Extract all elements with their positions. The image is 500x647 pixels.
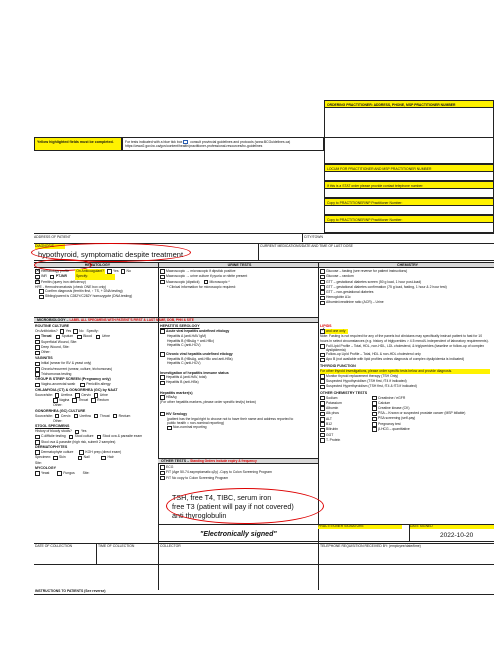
lipids-checkbox-1[interactable] [320, 344, 325, 349]
oc-left-6: Bilirubin [320, 427, 372, 432]
thyroid-note: For other thyroid investigations, please order specific tests below and provide diagnosis. [320, 369, 490, 373]
hbsag-checkbox[interactable] [160, 395, 165, 400]
ct-row-1: Source/site: Urethra Cervix Urine [35, 392, 108, 397]
stool-ova-high-checkbox[interactable] [35, 440, 40, 445]
thyroid-row-2: Suspected Hypothyroidism (TSH first, fT4 if indicated) [320, 379, 492, 384]
hfe-confirm-checkbox[interactable] [39, 289, 44, 294]
time-collection-label: TIME OF COLLECTION [98, 544, 135, 548]
oc-right-1: Calcium [372, 401, 490, 406]
oc-left-checkbox-0[interactable] [320, 396, 325, 401]
oc-right-2: Creatine kinase (CK) [372, 406, 490, 411]
blue-tick-icon [183, 140, 188, 145]
chemistry-header: CHEMISTRY [318, 262, 494, 268]
locum-field[interactable] [324, 164, 494, 172]
fit-row-2: FIT No copy to Colon Screening Program [160, 476, 316, 481]
markers-title: Hepatitis marker(s) [160, 390, 193, 395]
yeast-checkbox[interactable] [35, 471, 40, 476]
pt-inr-checkbox[interactable] [50, 275, 55, 280]
oc-right-checkbox-1[interactable] [372, 401, 377, 406]
hiv-row: HIV Serology [160, 412, 316, 417]
oc-left-checkbox-7[interactable] [320, 433, 325, 438]
antibiotics-yes-checkbox[interactable] [60, 329, 65, 334]
locum-label: LOCUM FOR PRACTITIONER AND MSP PRACTITIONER NUMBER [327, 166, 432, 171]
urine-header: URINE TESTS [158, 262, 318, 268]
gc-rectum-checkbox[interactable] [113, 414, 118, 419]
hepatitis-column [160, 324, 316, 431]
copy-value-2[interactable] [324, 223, 494, 233]
lipids-row-3: Apo B (not available with lipid profiles unless diagnosis of complex dyslipidemia is indicated) [320, 357, 492, 362]
ferritin-row: ✕ Ferritin (query iron deficiency) [35, 280, 157, 285]
microbiology-header: MICROBIOLOGY – LABEL ALL SPECIMENS WITH PATIENT'S FIRST & LAST NAME, DOB, PHN & SITE [34, 317, 318, 323]
oc-right-checkbox-6[interactable] [372, 427, 377, 432]
oc-right-checkbox-5[interactable] [372, 422, 377, 427]
other-chem-grid [320, 396, 492, 444]
chronic-checkbox[interactable] [160, 352, 165, 357]
oc-left-4: ALT [320, 417, 372, 422]
tests-note-line: For tests indicated with a blue tick box consult provincial guidelines and protocols (www.BCGuidelines.ca) [125, 139, 291, 144]
chem-row-6: Hemoglobin A1c [320, 295, 492, 300]
markers-row: HBsAg [160, 395, 316, 400]
hiv-nonnominal-row: Non-nominal reporting [160, 425, 316, 430]
copy-value-1[interactable] [324, 206, 494, 215]
anticoag-no-checkbox[interactable] [121, 269, 126, 274]
gc-cervix-checkbox[interactable] [55, 414, 60, 419]
oc-left-1: Potassium [320, 401, 372, 406]
gbs-swab-checkbox[interactable] [35, 383, 40, 388]
locum-value[interactable] [324, 172, 494, 181]
vag-row-3: Trichomonas testing [35, 372, 157, 377]
chem-row-3: GTT – gestational diabetes screen (50 g load, 1 hour post-load) [320, 280, 492, 285]
signature-value[interactable]: "Electronically signed" [200, 531, 277, 538]
stool-culture-checkbox[interactable] [69, 435, 74, 440]
superficial-checkbox[interactable] [35, 340, 40, 345]
copy-field-2[interactable] [324, 215, 494, 223]
oc-left-checkbox-4[interactable] [320, 417, 325, 422]
inr-row: INR PT-INR Specify: [35, 274, 157, 279]
signature-label: PRACTITIONER SIGNATURE [318, 524, 364, 528]
diagnosis-divider [258, 243, 259, 261]
other-tests-header: OTHER TESTS – Standing Orders include expiry & frequency [158, 458, 318, 464]
hepatitis-title: HEPATITIS SEROLOGY [160, 324, 200, 328]
hematology-section [35, 269, 157, 300]
markers-note: (For other hepatitis markers, please order specific test(s) below) [160, 400, 256, 405]
gonorrhea-title: GONORRHEA (GC) CULTURE [35, 408, 86, 413]
stool-title: STOOL SPECIMENS [35, 424, 70, 429]
immune-row-1: Hepatitis A (anti-HAV, total) [160, 375, 316, 380]
urine-row-1: Macroscopic → microscopic if dipstick positive [160, 269, 316, 274]
chemistry-section [320, 269, 492, 306]
derm-culture-checkbox[interactable] [35, 450, 40, 455]
myco-row: Yeast Fungus Site: [35, 471, 157, 476]
oc-left-checkbox-6[interactable] [320, 428, 325, 433]
acute-row: Acute viral hepatitis undefined etiology [160, 329, 316, 334]
bloody-yes-checkbox[interactable] [75, 430, 80, 435]
ferritin-checkbox[interactable] [35, 280, 40, 285]
chem-row-7: Albumin/creatinine ratio (ACR) – Urine [320, 300, 492, 305]
ordering-practitioner-field[interactable] [324, 100, 494, 108]
ct-rectum-checkbox[interactable] [91, 398, 96, 403]
fit-checkbox-2[interactable] [160, 476, 165, 481]
chem-checkbox-5[interactable] [320, 290, 325, 295]
lipids-row-2: Follow-up Lipid Profile – Total, HDL & non-HDL cholesterol only [320, 352, 492, 357]
antibiotics-no-checkbox[interactable] [73, 329, 78, 334]
thyroid-row-3: Suspected Hyperthyroidism (TSH first, fT4 & fT3 if indicated) [320, 384, 492, 389]
ct-row-2: Vagina Throat Rectum [35, 398, 157, 403]
locum-area[interactable] [324, 138, 494, 164]
ct-urethra-checkbox[interactable] [55, 393, 60, 398]
derm-title: DERMATOPHYTES [35, 445, 68, 450]
specify-label: Specify: [75, 274, 115, 279]
thyroid-checkbox-3[interactable] [320, 385, 325, 390]
yellow-note-text: Yellow highlighted fields must be completed. [37, 139, 114, 144]
diagnosis-value[interactable]: hypothyroid, symptomatic despite treatment [38, 250, 184, 259]
koh-checkbox[interactable] [79, 450, 84, 455]
gc-urethra-checkbox[interactable] [74, 414, 79, 419]
thyroid-title: THYROID FUNCTION [320, 364, 356, 369]
gc-row-2: Other: [53, 418, 63, 423]
blood-checkbox[interactable] [77, 335, 82, 340]
hiv-checkbox[interactable] [160, 412, 165, 417]
hfe-row: HFE - Hemochromatosis (check ONE box only) [35, 284, 107, 289]
instructions-label: INSTRUCTIONS TO PATIENTS (See reverse) [35, 589, 106, 593]
oc-right-checkbox-3[interactable] [372, 412, 377, 417]
lipids-one-checkbox[interactable] [320, 329, 325, 334]
gbs-title: GROUP B STREP SCREEN (Pregnancy only) [35, 377, 111, 382]
other-chem-title: OTHER CHEMISTRY TESTS [320, 390, 368, 395]
stat-field[interactable] [324, 181, 494, 189]
collector-label: COLLECTOR [160, 544, 181, 548]
immune-row-2: Hepatitis B (anti-HBs) [160, 380, 316, 385]
diagnosis-label: DIAGNOSIS [35, 244, 54, 248]
urine-checkbox-2[interactable] [160, 275, 165, 280]
chem-checkbox-1[interactable] [320, 269, 325, 274]
hematology-profile-checkbox[interactable] [35, 269, 40, 274]
hfe-confirm-row: Confirm diagnosis (ferritin first, ↑ TS, + DNA testing) [35, 289, 157, 294]
routine-title: ROUTINE CULTURE [35, 324, 70, 328]
other-chem-left [320, 396, 372, 444]
urine-culture-checkbox[interactable] [96, 335, 101, 340]
chem-checkbox-2[interactable] [320, 275, 325, 280]
address-divider [302, 233, 303, 242]
handwritten-circle [166, 488, 324, 524]
anticoag-label: On Anticoagulant? [76, 269, 104, 273]
gc-row-1: Source/site: Cervix Urethra Throat Rectum [35, 413, 131, 418]
stool-ova-checkbox[interactable] [97, 435, 102, 440]
lipids-note: Note: Fasting is not required for any of the panels but clinicians may specifically instruct patient to fast for 10 hours in select circumstances (e.g. history of triglycerides > 4.5 mmol/L independent of laboratory requirements). [320, 334, 489, 343]
instructions-line [34, 594, 494, 595]
chem-row-1: Glucose – fasting (see reverse for patient instructions) [320, 269, 492, 274]
date-signed-label: DATE SIGNED [410, 524, 433, 528]
chem-checkbox-6[interactable] [320, 296, 325, 301]
sputum-checkbox[interactable] [56, 335, 61, 340]
acute-item-1: Hepatitis A (anti-HAV IgM) [167, 334, 207, 339]
hiv-note: (patient has the legal right to choose not to have their name and address reported to public health = non-nominal reporting) [167, 416, 294, 426]
oc-right-checkbox-0[interactable] [372, 396, 377, 401]
city-label: CITY/TOWN [304, 235, 323, 239]
address-row [34, 233, 494, 242]
oc-left-checkbox-2[interactable] [320, 406, 325, 411]
chlamydia-title: CHLAMYDIA (CT) & GONORRHEA (GC) by NAAT [35, 387, 118, 392]
oc-left-7: GGT [320, 433, 372, 438]
immune-checkbox-1[interactable] [160, 375, 165, 380]
meds-label: CURRENT MEDICATIONS/DATE AND TIME OF LAST DOSE [260, 244, 353, 248]
urine-checkbox-4[interactable] [204, 280, 209, 285]
copy-field-1[interactable] [324, 198, 494, 206]
lipids-row-1: Full Lipid Profile – Total, HDL, non-HDL, LDL cholesterol, & triglycerides (baseline or follow-up of complex dyslipidemia) [320, 344, 492, 352]
vaginitis-title: VAGINITIS [35, 356, 53, 361]
tests-note-url: https://www2.gov.bc.ca/gov/content/health/practitioner-professional-resources/bc-guidelines [125, 144, 263, 148]
other-tests-section [160, 465, 316, 481]
collection-divider-2 [158, 543, 159, 565]
copy-label-1: Copy to PRACTITIONER/NP Practitioner Number: [327, 200, 403, 205]
oc-left-checkbox-8[interactable] [320, 438, 325, 443]
deep-row: Deep Wound, Site: [35, 345, 157, 350]
superficial-row: Superficial Wound, Site: [35, 340, 157, 345]
oc-right-4: PSA screening (self-pay) [372, 416, 490, 421]
oc-left-0: Sodium [320, 396, 372, 401]
ecg-row: ECG [160, 465, 316, 470]
chem-row-4: GTT – gestational diabetes confirmation (75 g load, fasting, 1 hour & 2 hour test) [320, 285, 492, 290]
gbs-penicillin-checkbox[interactable] [80, 383, 85, 388]
signature-divider [409, 524, 410, 542]
oc-right-6: β-HCG – quantitative [372, 427, 490, 432]
throat-checkbox[interactable] [35, 335, 40, 340]
vag-row-2: Chronic/recurrent (smear, culture, trichomonas) [35, 367, 157, 372]
lipids-checkbox-3[interactable] [320, 358, 325, 363]
chem-checkbox-4[interactable] [320, 285, 325, 290]
copy-label-2: Copy to PRACTITIONER/NP Practitioner Number: [327, 217, 403, 222]
hematology-profile-row: ✕ Hematology profile On Anticoagulant? Yes No [35, 269, 157, 274]
oc-right-checkbox-2[interactable] [372, 406, 377, 411]
vag-checkbox-1[interactable] [35, 362, 40, 367]
tel-req-label: TELEPHONE REQUISITION RECEIVED BY: (employee/date/time) [320, 544, 421, 548]
myco-title: MYCOLOGY [35, 465, 56, 470]
handwritten-line-2: free T3 (patient will pay if not covered) [172, 502, 294, 511]
urine-note: * Clinical information for microscopic required: [167, 284, 236, 289]
derm-row-3: Site: [35, 460, 42, 465]
chem-row-5: GTT – non-gestational diabetes [320, 290, 492, 295]
oc-right-checkbox-4[interactable] [372, 417, 377, 422]
handwritten-line-3: anti thyroglobulin [172, 511, 227, 520]
thyroid-row-1: Monitor thyroid replacement therapy (TSH Only) [320, 374, 492, 379]
ct-urine-checkbox[interactable] [94, 393, 99, 398]
nail-checkbox[interactable] [78, 456, 83, 461]
skin-checkbox[interactable] [53, 456, 58, 461]
fit-checkbox-1[interactable] [160, 471, 165, 476]
chem-checkbox-7[interactable] [320, 301, 325, 306]
lipids-one-row: ✓ and one only [320, 329, 348, 334]
acute-item-3: Hepatitis C (anti-HCV) [167, 342, 201, 347]
oc-left-checkbox-1[interactable] [320, 401, 325, 406]
chronic-row: Chronic viral hepatitis undefined etiology [160, 352, 316, 357]
immune-checkbox-2[interactable] [160, 381, 165, 386]
oc-right-0: Creatinine / eGFR [372, 396, 490, 401]
ct-vagina-checkbox[interactable] [53, 398, 58, 403]
ordering-practitioner-area[interactable] [324, 108, 494, 138]
cdiff-checkbox[interactable] [35, 435, 40, 440]
urine-row-2: Macroscopic → urine culture if pyuria or nitrite present [160, 274, 316, 279]
stat-value[interactable] [324, 189, 494, 198]
stool-row-1: History of bloody stools? Yes [35, 429, 87, 434]
chronic-item-1: Hepatitis B (HBsAg, anti-HBc and anti-HBs) [167, 357, 233, 362]
immune-title: Investigation of hepatitis immune status [160, 370, 229, 375]
date-signed-value[interactable]: 2022-10-20 [440, 532, 474, 539]
gbs-row: Vagino-anorectal swab Penicillin allergy [35, 382, 157, 387]
derm-row-2: Specimen: Skin Nail Hair [35, 455, 114, 460]
thyroid-checkbox-1[interactable] [320, 374, 325, 379]
derm-row-1: Dermatophyte culture KOH prep (direct exam) [35, 450, 157, 455]
handwritten-line-1: TSH, free T4, TIBC, serum iron [172, 493, 272, 502]
chronic-item-2: Hepatitis C (anti-HCV) [167, 361, 201, 366]
chem-checkbox-3[interactable] [320, 280, 325, 285]
collection-divider-1 [96, 543, 97, 565]
ecg-checkbox[interactable] [160, 465, 165, 470]
chem-row-2: Glucose – random [320, 274, 492, 279]
urine-row-3: Macroscopic (dipstick) Microscopic * [160, 280, 316, 285]
tests-note [122, 137, 324, 151]
nonnominal-checkbox[interactable] [167, 426, 172, 431]
acute-checkbox[interactable] [160, 329, 165, 334]
right-column [320, 324, 492, 443]
hfe-sibling-row: Sibling/parent is C282Y/C282Y homozygote (DNA testing) [35, 294, 157, 299]
hematology-header: HEMATOLOGY [34, 262, 158, 268]
ct-cervix-checkbox[interactable] [75, 393, 80, 398]
oc-left-5: B12 [320, 422, 372, 427]
oc-left-checkbox-3[interactable] [320, 412, 325, 417]
vag-checkbox-2[interactable] [35, 367, 40, 372]
routine-sample-row: Throat Sputum Blood Urine [35, 334, 157, 339]
stool-row-2: C.difficile testing Stool culture Stool ova & parasite exam [35, 434, 157, 439]
oc-right-5: Pregnancy test [372, 422, 490, 427]
address-label: ADDRESS OF PATIENT [34, 235, 71, 239]
stool-row-3: Stool ova & parasite (high risk, submit 2 samples) [35, 440, 157, 445]
fit-row-1: FIT (Age 50-74 asymptomatic q2y) -Copy to Colon Screening Program [160, 470, 316, 475]
oc-left-2: Albumin [320, 406, 372, 411]
thyroid-checkbox-2[interactable] [320, 379, 325, 384]
hfe-sibling-checkbox[interactable] [39, 295, 44, 300]
oc-left-checkbox-5[interactable] [320, 422, 325, 427]
ct-throat-checkbox[interactable] [72, 398, 77, 403]
other-routine-checkbox[interactable] [35, 351, 40, 356]
urine-checkbox-1[interactable] [160, 269, 165, 274]
lipids-checkbox-2[interactable] [320, 353, 325, 358]
vag-row-1: Initial (smear for BV & yeast only) [35, 361, 157, 366]
oc-left-8: T. Protein [320, 438, 372, 443]
antibiotics-row: On Antibiotics? Yes No Specify: [35, 329, 99, 333]
urine-checkbox-3[interactable] [160, 280, 165, 285]
urine-section [160, 269, 316, 290]
date-collection-label: DATE OF COLLECTION [35, 544, 73, 548]
gc-throat-checkbox[interactable] [94, 414, 99, 419]
acute-item-2: Hepatitis B (HBsAg + anti-HBc) [167, 338, 215, 343]
collection-divider-3 [318, 543, 319, 565]
ct-row-3: Other: [53, 403, 63, 408]
deep-checkbox[interactable] [35, 345, 40, 350]
fungus-checkbox[interactable] [57, 471, 62, 476]
yellow-note [34, 137, 122, 151]
anticoag-yes-checkbox[interactable] [107, 269, 112, 274]
hair-checkbox[interactable] [101, 456, 106, 461]
oc-left-3: Alk phos [320, 411, 372, 416]
vag-checkbox-3[interactable] [35, 372, 40, 377]
other-chem-right [372, 396, 490, 444]
micro-left-column [35, 324, 157, 476]
oc-right-3: PSA – Known or suspected prostate cancer (MSP billable) [372, 411, 490, 416]
lipids-title: LIPIDS [320, 324, 332, 328]
stat-label: If this is a STAT order please provide contact telephone number: [327, 183, 424, 188]
other-routine-row: Other: [35, 350, 157, 355]
ordering-practitioner-label: ORDERING PRACTITIONER: ADDRESS, PHONE, MSP PRACTITIONER NUMBER [327, 102, 456, 107]
